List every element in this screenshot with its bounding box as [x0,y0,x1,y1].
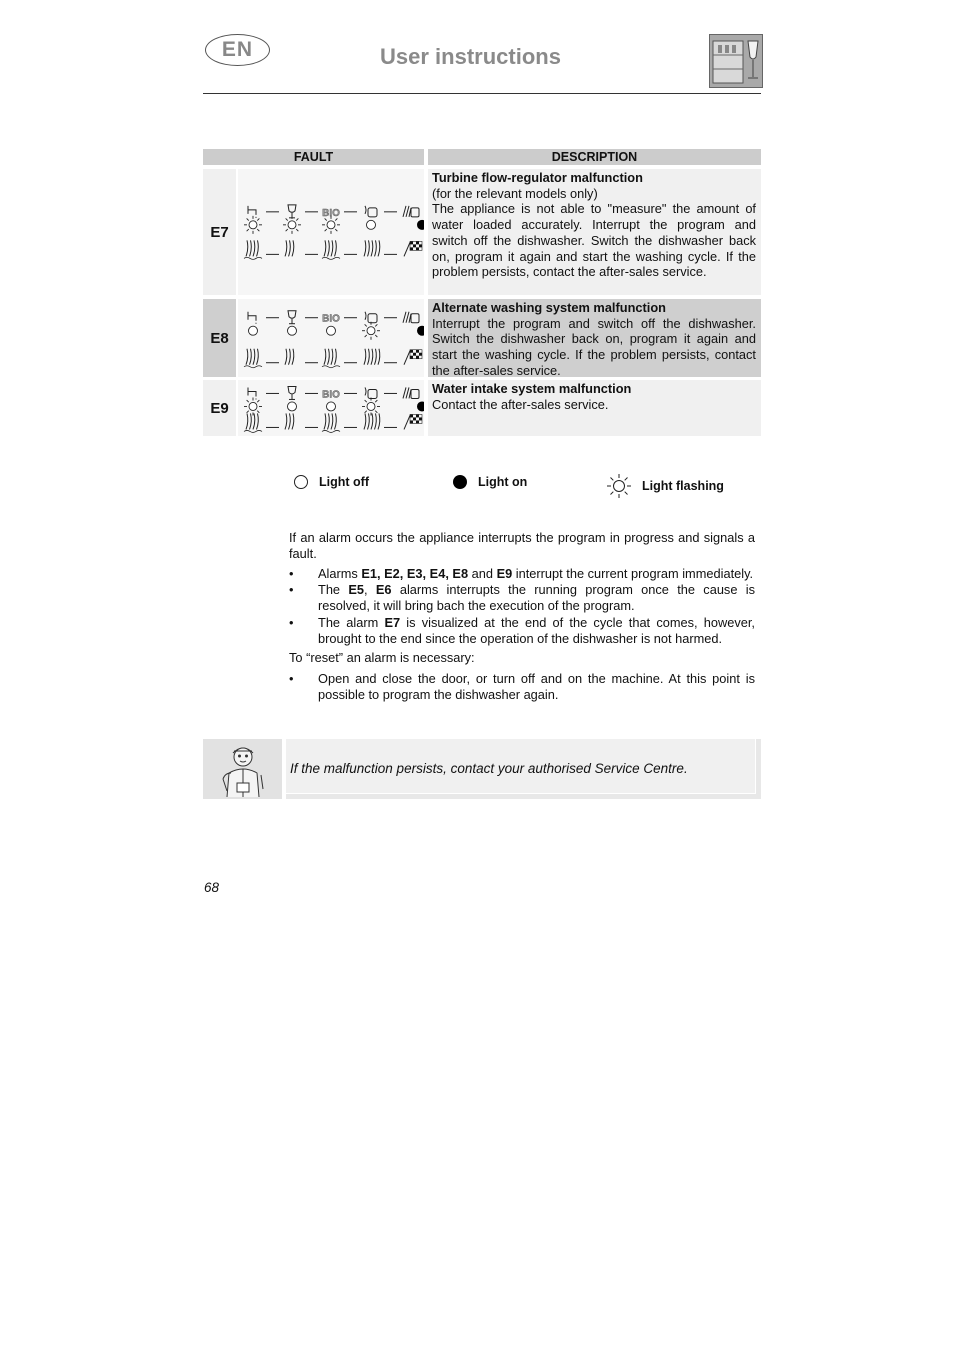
bio-label: BIO [322,313,340,325]
light-flashing-icon [244,397,262,415]
dry-icon [364,240,380,256]
intro-paragraph: If an alarm occurs the appliance interrupts the program in progress and signals a fault. [289,530,755,561]
legend-label: Light on [478,475,528,489]
legend-label: Light off [319,475,369,489]
glass-icon [288,386,296,399]
technician-icon [203,739,282,799]
bullet-reset: • Open and close the door, or turn off and on the machine. At this point is possible to program the dishwasher again. [289,671,755,703]
plates-icon [403,387,419,398]
wash-icon [322,240,340,259]
light-flashing-icon [606,473,632,499]
fault-title: Water intake system malfunction [432,381,632,396]
column-header-description: DESCRIPTION [428,149,761,165]
wash-icon [322,413,340,432]
reset-intro: To “reset” an alarm is necessary: [289,649,475,665]
light-flashing-icon [283,216,301,234]
indicator-symbols [238,169,424,295]
light-off-icon [249,326,258,335]
header-divider [203,93,761,94]
fault-code: E7 [203,169,236,295]
pot-icon [365,206,377,217]
indicator-symbols [238,380,424,436]
finish-flag-icon [404,414,422,429]
light-flashing-icon [362,397,380,415]
wash-icon [244,413,262,432]
tap-icon [248,206,256,219]
bio-icon [322,389,340,400]
dry-icon [364,413,380,429]
table-row-e9 [203,380,761,436]
wash-icon [244,240,262,259]
dishwasher-icon [709,34,763,88]
rinse-icon [285,349,294,365]
bio-icon [322,314,340,325]
light-off-icon [288,326,297,335]
tap-icon [248,387,256,400]
fault-body: Interrupt the program and switch off the dishwasher. Switch the dishwasher back on, program it again and start the washing cycle. If the problem persists, contact the after-sales service. [432,315,756,378]
legend-light-off [293,474,369,490]
table-row-e8 [203,299,761,377]
light-on-icon [417,401,424,411]
plates-icon [403,312,419,323]
light-on-icon [452,474,468,490]
tap-icon [248,312,256,325]
legend-label: Light flashing [642,479,724,493]
bullet-e5-e6: • The E5, E6 alarms interrupts the running program once the cause is resolved, it will bring bach the execution of the program. [289,582,755,614]
fault-description [428,299,761,377]
table-row-e7 [203,169,761,295]
fault-subtitle: (for the relevant models only) [432,185,598,201]
light-legend [0,474,954,498]
dry-icon [364,349,380,365]
pot-icon [365,387,377,398]
light-off-icon [327,402,336,411]
page-title: User instructions [380,44,561,69]
fault-body: The appliance is not able to "measure" the amount of water loaded accurately. Interrupt the program and switch off the dishwasher. Switch the dishwasher back on, program it again and start the washing cycle. If the problem persists, contact the after-sales service. [432,201,756,280]
light-flashing-icon [362,322,380,340]
wash-icon [322,349,340,368]
bullet-immediate-alarms: • Alarms E1, E2, E3, E4, E8 and E9 interrupt the current program immediately. [289,566,755,582]
service-note-text: If the malfunction persists, contact your authorised Service Centre. [290,761,688,776]
fault-title: Alternate washing system malfunction [432,300,666,315]
page-number: 68 [204,880,220,895]
fault-title: Turbine flow-regulator malfunction [432,170,643,185]
column-header-fault: FAULT [203,149,424,165]
fault-code: E8 [203,299,236,377]
pot-icon [365,312,377,323]
rinse-icon [285,240,294,256]
finish-flag-icon [404,350,422,365]
light-off-icon [293,474,309,490]
language-badge: EN [205,34,270,66]
light-on-icon [417,326,424,336]
rinse-icon [285,413,294,429]
legend-light-flashing [606,473,724,499]
fault-code: E9 [203,380,236,436]
alarm-explanation [289,530,755,704]
glass-icon [288,311,296,324]
light-off-icon [367,220,376,229]
fault-body: Contact the after-sales service. [432,396,609,412]
plates-icon [403,206,419,217]
light-flashing-icon [244,216,262,234]
bio-label: BIO [322,389,340,401]
light-off-icon [288,402,297,411]
finish-flag-icon [404,241,422,256]
bullet-e7: • The alarm E7 is visualized at the end of the cycle that comes, however, brought to the end since the operation of the dishwasher is not harmed. [289,615,755,647]
legend-light-on [452,474,527,490]
light-on-icon [417,220,424,230]
wash-icon [244,349,262,368]
light-flashing-icon [322,216,340,234]
light-off-icon [327,326,336,335]
bio-label: BIO [322,207,340,219]
fault-description [428,380,761,436]
indicator-symbols [238,299,424,377]
service-note [286,739,761,799]
fault-description [428,169,761,295]
